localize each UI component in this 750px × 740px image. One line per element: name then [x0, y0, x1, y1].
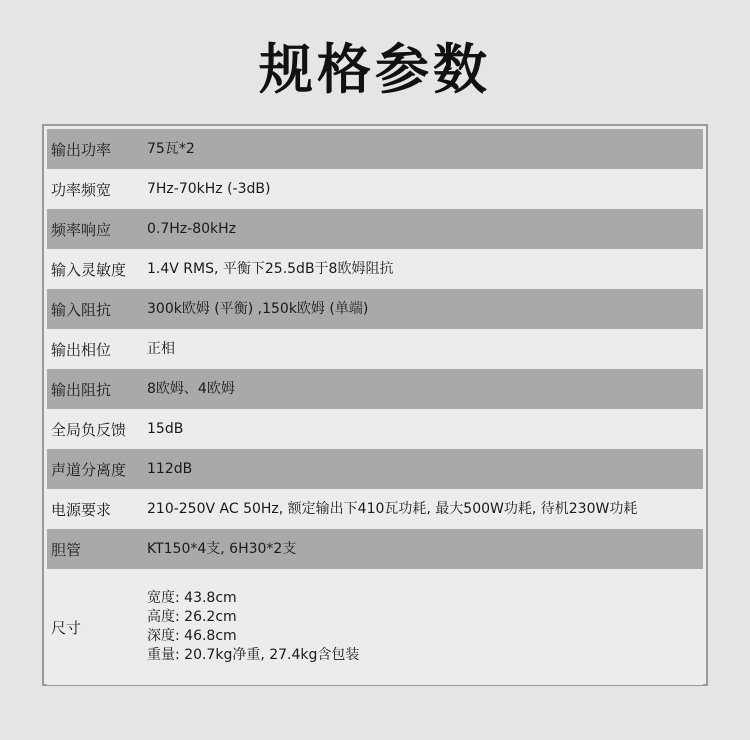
spec-value: 正相	[147, 340, 175, 357]
spec-row-input-impedance	[47, 289, 703, 329]
spec-value: 0.7Hz-80kHz	[147, 220, 236, 237]
dimension-depth: 深度: 46.8cm	[147, 628, 237, 644]
spec-value-dimensions	[147, 589, 703, 665]
dimension-weight: 重量: 20.7kg净重, 27.4kg含包装	[147, 647, 360, 663]
spec-value: 112dB	[147, 460, 193, 477]
page-title: 规格参数	[259, 38, 491, 101]
spec-value: 210-250V AC 50Hz, 额定输出下410瓦功耗, 最大500W功耗, 待机230W功耗	[147, 500, 638, 517]
spec-row-dimensions	[47, 569, 703, 685]
spec-value: 8欧姆、4欧姆	[147, 380, 235, 397]
spec-row-frequency-response	[47, 209, 703, 249]
spec-row-input-sensitivity	[47, 249, 703, 289]
spec-row-output-impedance	[47, 369, 703, 409]
spec-label: 输出阻抗	[51, 380, 112, 399]
spec-label: 全局负反馈	[51, 420, 127, 439]
spec-row-power-bandwidth	[47, 169, 703, 209]
spec-label: 频率响应	[51, 220, 112, 239]
spec-label: 输入灵敏度	[51, 260, 127, 279]
spec-label: 尺寸	[51, 618, 82, 637]
spec-label: 功率频宽	[51, 180, 112, 199]
spec-row-power-requirement	[47, 489, 703, 529]
spec-row-output-power	[47, 129, 703, 169]
spec-label: 电源要求	[51, 500, 112, 519]
spec-label: 输出相位	[51, 340, 112, 359]
spec-label: 输出功率	[51, 140, 112, 159]
spec-label: 胆管	[51, 540, 82, 559]
spec-value: 75瓦*2	[147, 140, 195, 157]
spec-table	[42, 124, 708, 686]
spec-value: 7Hz-70kHz (-3dB)	[147, 180, 271, 197]
spec-label: 输入阻抗	[51, 300, 112, 319]
spec-value: KT150*4支, 6H30*2支	[147, 540, 297, 557]
dimension-height: 高度: 26.2cm	[147, 609, 237, 625]
spec-value: 15dB	[147, 420, 184, 437]
spec-value: 300k欧姆 (平衡) ,150k欧姆 (单端)	[147, 300, 369, 317]
spec-row-global-feedback	[47, 409, 703, 449]
spec-row-channel-separation	[47, 449, 703, 489]
spec-row-output-phase	[47, 329, 703, 369]
spec-value: 1.4V RMS, 平衡下25.5dB于8欧姆阻抗	[147, 260, 394, 277]
dimension-width: 宽度: 43.8cm	[147, 590, 237, 606]
spec-row-tubes	[47, 529, 703, 569]
spec-label: 声道分离度	[51, 460, 127, 479]
